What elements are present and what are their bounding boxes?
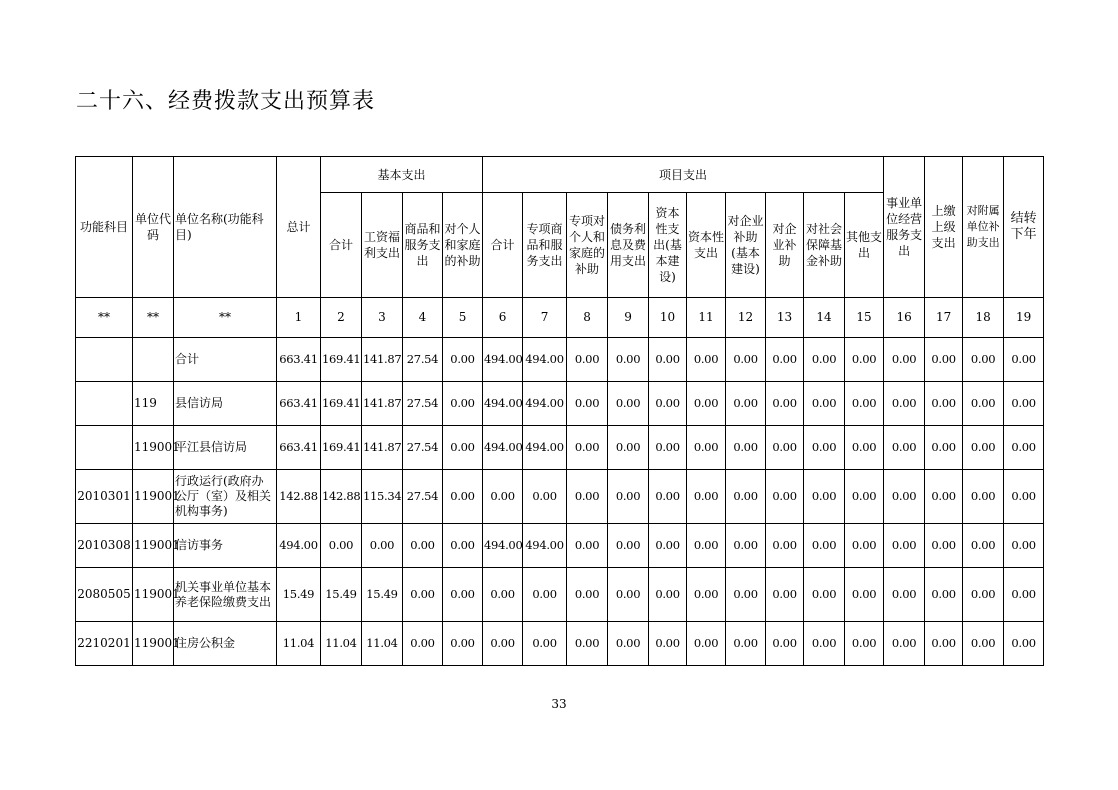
cell-amount: 0.00	[726, 470, 766, 524]
cell-amount: 0.00	[766, 338, 804, 382]
cell-amount: 0.00	[884, 524, 925, 568]
col-header-special-goods: 专项商品和服务支出	[523, 193, 567, 298]
index-cell: **	[76, 298, 133, 338]
col-header-goods: 商品和服务支出	[403, 193, 443, 298]
cell-amount: 663.41	[277, 426, 321, 470]
cell-amount: 0.00	[804, 568, 845, 622]
cell-amount: 494.00	[523, 382, 567, 426]
table-row	[76, 426, 1044, 470]
cell-amount: 0.00	[845, 568, 884, 622]
cell-amount: 0.00	[649, 470, 687, 524]
cell-amount: 0.00	[963, 622, 1004, 666]
index-cell: 19	[1004, 298, 1044, 338]
index-cell: 4	[403, 298, 443, 338]
cell-amount: 0.00	[884, 470, 925, 524]
cell-unit-name: 合计	[174, 338, 277, 382]
cell-unit-name: 信访事务	[174, 524, 277, 568]
cell-amount: 0.00	[443, 524, 483, 568]
table-row	[76, 382, 1044, 426]
cell-amount: 0.00	[884, 426, 925, 470]
cell-amount: 0.00	[443, 426, 483, 470]
col-header-unit-code: 单位代码	[133, 157, 174, 298]
page-number: 33	[551, 697, 567, 711]
budget-table	[75, 156, 1044, 666]
cell-amount: 0.00	[1004, 470, 1044, 524]
cell-amount: 0.00	[608, 426, 649, 470]
col-header-social: 对社会保障基金补助	[804, 193, 845, 298]
cell-amount: 0.00	[608, 622, 649, 666]
cell-amount: 494.00	[523, 524, 567, 568]
cell-amount: 142.88	[277, 470, 321, 524]
cell-amount: 0.00	[726, 382, 766, 426]
cell-amount: 0.00	[925, 470, 963, 524]
cell-amount: 0.00	[443, 338, 483, 382]
index-cell: 9	[608, 298, 649, 338]
cell-amount: 0.00	[925, 426, 963, 470]
cell-func-subject: 2210201	[76, 622, 133, 666]
cell-amount: 0.00	[963, 426, 1004, 470]
cell-amount: 0.00	[804, 338, 845, 382]
cell-amount: 0.00	[649, 426, 687, 470]
cell-amount: 0.00	[649, 524, 687, 568]
index-row	[76, 298, 1044, 338]
cell-unit-code: 119001	[133, 524, 174, 568]
cell-amount: 0.00	[567, 338, 608, 382]
header-row-1	[76, 157, 1044, 193]
index-cell: 6	[483, 298, 523, 338]
index-cell: **	[133, 298, 174, 338]
cell-amount: 663.41	[277, 338, 321, 382]
cell-amount: 494.00	[523, 426, 567, 470]
col-header-carryover: 结转下年	[1004, 157, 1044, 298]
cell-amount: 0.00	[1004, 382, 1044, 426]
cell-amount: 0.00	[963, 470, 1004, 524]
index-cell: 14	[804, 298, 845, 338]
cell-amount: 0.00	[687, 382, 726, 426]
cell-amount: 494.00	[523, 338, 567, 382]
cell-amount: 494.00	[483, 524, 523, 568]
cell-amount: 0.00	[884, 622, 925, 666]
cell-amount: 0.00	[443, 568, 483, 622]
cell-amount: 0.00	[766, 470, 804, 524]
cell-amount: 27.54	[403, 426, 443, 470]
cell-func-subject: 2080505	[76, 568, 133, 622]
cell-amount: 0.00	[687, 568, 726, 622]
col-header-capital-basic: 资本性支出(基本建设)	[649, 193, 687, 298]
cell-amount: 0.00	[608, 338, 649, 382]
cell-amount: 0.00	[1004, 568, 1044, 622]
cell-amount: 0.00	[567, 524, 608, 568]
cell-amount: 27.54	[403, 338, 443, 382]
index-cell: 10	[649, 298, 687, 338]
col-header-unit-name: 单位名称(功能科目)	[174, 157, 277, 298]
col-header-project-sum: 合计	[483, 193, 523, 298]
cell-amount: 0.00	[963, 568, 1004, 622]
col-header-project: 项目支出	[483, 157, 884, 193]
cell-amount: 169.41	[321, 338, 362, 382]
cell-amount: 0.00	[608, 524, 649, 568]
cell-amount: 0.00	[845, 470, 884, 524]
index-cell: 2	[321, 298, 362, 338]
cell-amount: 0.00	[403, 622, 443, 666]
cell-unit-code: 119001	[133, 622, 174, 666]
cell-amount: 0.00	[1004, 524, 1044, 568]
cell-amount: 11.04	[362, 622, 403, 666]
cell-amount: 0.00	[649, 382, 687, 426]
cell-amount: 0.00	[804, 426, 845, 470]
col-header-capital: 资本性支出	[687, 193, 726, 298]
cell-unit-code: 119001	[133, 470, 174, 524]
cell-amount: 0.00	[766, 426, 804, 470]
cell-amount: 0.00	[523, 470, 567, 524]
cell-amount: 0.00	[925, 622, 963, 666]
table-row	[76, 338, 1044, 382]
col-header-salary: 工资福利支出	[362, 193, 403, 298]
index-cell: 16	[884, 298, 925, 338]
cell-amount: 0.00	[766, 568, 804, 622]
page-title: 二十六、经费拨款支出预算表	[76, 89, 376, 114]
table-row	[76, 568, 1044, 622]
index-cell: 1	[277, 298, 321, 338]
cell-amount: 0.00	[925, 382, 963, 426]
cell-unit-name: 行政运行(政府办公厅（室）及相关机构事务)	[174, 470, 277, 524]
cell-amount: 0.00	[567, 426, 608, 470]
cell-amount: 0.00	[608, 470, 649, 524]
cell-amount: 141.87	[362, 382, 403, 426]
cell-amount: 0.00	[925, 338, 963, 382]
cell-func-subject	[76, 382, 133, 426]
index-cell: 8	[567, 298, 608, 338]
index-cell: 17	[925, 298, 963, 338]
cell-amount: 27.54	[403, 470, 443, 524]
index-cell: 15	[845, 298, 884, 338]
cell-amount: 0.00	[443, 622, 483, 666]
cell-amount: 15.49	[321, 568, 362, 622]
cell-amount: 0.00	[804, 470, 845, 524]
cell-amount: 0.00	[845, 426, 884, 470]
cell-amount: 0.00	[567, 470, 608, 524]
cell-amount: 0.00	[845, 338, 884, 382]
cell-unit-code: 119	[133, 382, 174, 426]
cell-amount: 141.87	[362, 338, 403, 382]
cell-amount: 0.00	[726, 426, 766, 470]
cell-amount: 0.00	[483, 470, 523, 524]
cell-amount: 0.00	[766, 622, 804, 666]
cell-amount: 0.00	[1004, 622, 1044, 666]
cell-amount: 0.00	[925, 524, 963, 568]
cell-amount: 0.00	[608, 382, 649, 426]
cell-amount: 0.00	[567, 622, 608, 666]
col-header-debt: 债务利息及费用支出	[608, 193, 649, 298]
cell-amount: 494.00	[483, 382, 523, 426]
cell-amount: 169.41	[321, 382, 362, 426]
cell-amount: 0.00	[845, 622, 884, 666]
cell-amount: 0.00	[362, 524, 403, 568]
cell-amount: 0.00	[726, 524, 766, 568]
cell-amount: 0.00	[649, 622, 687, 666]
col-header-upper: 上缴上级支出	[925, 157, 963, 298]
index-cell: 18	[963, 298, 1004, 338]
cell-amount: 0.00	[845, 524, 884, 568]
cell-amount: 0.00	[687, 338, 726, 382]
index-cell: **	[174, 298, 277, 338]
cell-amount: 0.00	[963, 382, 1004, 426]
cell-amount: 0.00	[884, 382, 925, 426]
cell-amount: 0.00	[884, 338, 925, 382]
cell-amount: 0.00	[523, 622, 567, 666]
cell-unit-name: 平江县信访局	[174, 426, 277, 470]
cell-amount: 141.87	[362, 426, 403, 470]
cell-amount: 0.00	[726, 622, 766, 666]
cell-amount: 0.00	[804, 524, 845, 568]
cell-amount: 0.00	[963, 338, 1004, 382]
cell-amount: 15.49	[362, 568, 403, 622]
col-header-func-subject: 功能科目	[76, 157, 133, 298]
cell-amount: 0.00	[443, 470, 483, 524]
col-header-enterprise-basic: 对企业补助(基本建设)	[726, 193, 766, 298]
index-cell: 11	[687, 298, 726, 338]
cell-amount: 0.00	[483, 568, 523, 622]
cell-amount: 0.00	[925, 568, 963, 622]
table-row	[76, 470, 1044, 524]
cell-amount: 0.00	[1004, 426, 1044, 470]
cell-amount: 0.00	[726, 568, 766, 622]
cell-amount: 11.04	[277, 622, 321, 666]
cell-amount: 0.00	[1004, 338, 1044, 382]
cell-amount: 0.00	[766, 382, 804, 426]
cell-amount: 0.00	[963, 524, 1004, 568]
cell-amount: 494.00	[277, 524, 321, 568]
index-cell: 5	[443, 298, 483, 338]
col-header-basic: 基本支出	[321, 157, 483, 193]
cell-amount: 0.00	[687, 470, 726, 524]
col-header-basic-sum: 合计	[321, 193, 362, 298]
cell-amount: 0.00	[608, 568, 649, 622]
col-header-subsidiary: 对附属单位补助支出	[963, 157, 1004, 298]
cell-amount: 0.00	[804, 382, 845, 426]
cell-amount: 0.00	[845, 382, 884, 426]
col-header-total: 总计	[277, 157, 321, 298]
col-header-special-personal: 专项对个人和家庭的补助	[567, 193, 608, 298]
col-header-business: 事业单位经营服务支出	[884, 157, 925, 298]
cell-amount: 663.41	[277, 382, 321, 426]
cell-amount: 11.04	[321, 622, 362, 666]
cell-amount: 142.88	[321, 470, 362, 524]
cell-amount: 0.00	[403, 524, 443, 568]
cell-amount: 0.00	[483, 622, 523, 666]
table-row	[76, 524, 1044, 568]
cell-unit-name: 县信访局	[174, 382, 277, 426]
index-cell: 12	[726, 298, 766, 338]
cell-amount: 0.00	[687, 524, 726, 568]
cell-amount: 0.00	[649, 568, 687, 622]
cell-amount: 0.00	[884, 568, 925, 622]
cell-amount: 0.00	[726, 338, 766, 382]
col-header-enterprise: 对企业补助	[766, 193, 804, 298]
cell-amount: 0.00	[687, 426, 726, 470]
cell-unit-code: 119001	[133, 568, 174, 622]
cell-amount: 15.49	[277, 568, 321, 622]
cell-func-subject: 2010308	[76, 524, 133, 568]
cell-amount: 0.00	[687, 622, 726, 666]
cell-unit-name: 住房公积金	[174, 622, 277, 666]
index-cell: 7	[523, 298, 567, 338]
col-header-personal: 对个人和家庭的补助	[443, 193, 483, 298]
index-cell: 13	[766, 298, 804, 338]
cell-amount: 0.00	[443, 382, 483, 426]
cell-amount: 0.00	[523, 568, 567, 622]
cell-amount: 0.00	[403, 568, 443, 622]
cell-amount: 494.00	[483, 426, 523, 470]
cell-amount: 0.00	[567, 568, 608, 622]
cell-unit-code	[133, 338, 174, 382]
cell-amount: 0.00	[321, 524, 362, 568]
table-row	[76, 622, 1044, 666]
cell-amount: 0.00	[567, 382, 608, 426]
cell-func-subject: 2010301	[76, 470, 133, 524]
cell-amount: 494.00	[483, 338, 523, 382]
col-header-other: 其他支出	[845, 193, 884, 298]
cell-amount: 0.00	[804, 622, 845, 666]
cell-amount: 0.00	[766, 524, 804, 568]
cell-amount: 169.41	[321, 426, 362, 470]
cell-unit-name: 机关事业单位基本养老保险缴费支出	[174, 568, 277, 622]
cell-amount: 115.34	[362, 470, 403, 524]
cell-unit-code: 119001	[133, 426, 174, 470]
cell-func-subject	[76, 426, 133, 470]
cell-amount: 27.54	[403, 382, 443, 426]
index-cell: 3	[362, 298, 403, 338]
cell-amount: 0.00	[649, 338, 687, 382]
cell-func-subject	[76, 338, 133, 382]
